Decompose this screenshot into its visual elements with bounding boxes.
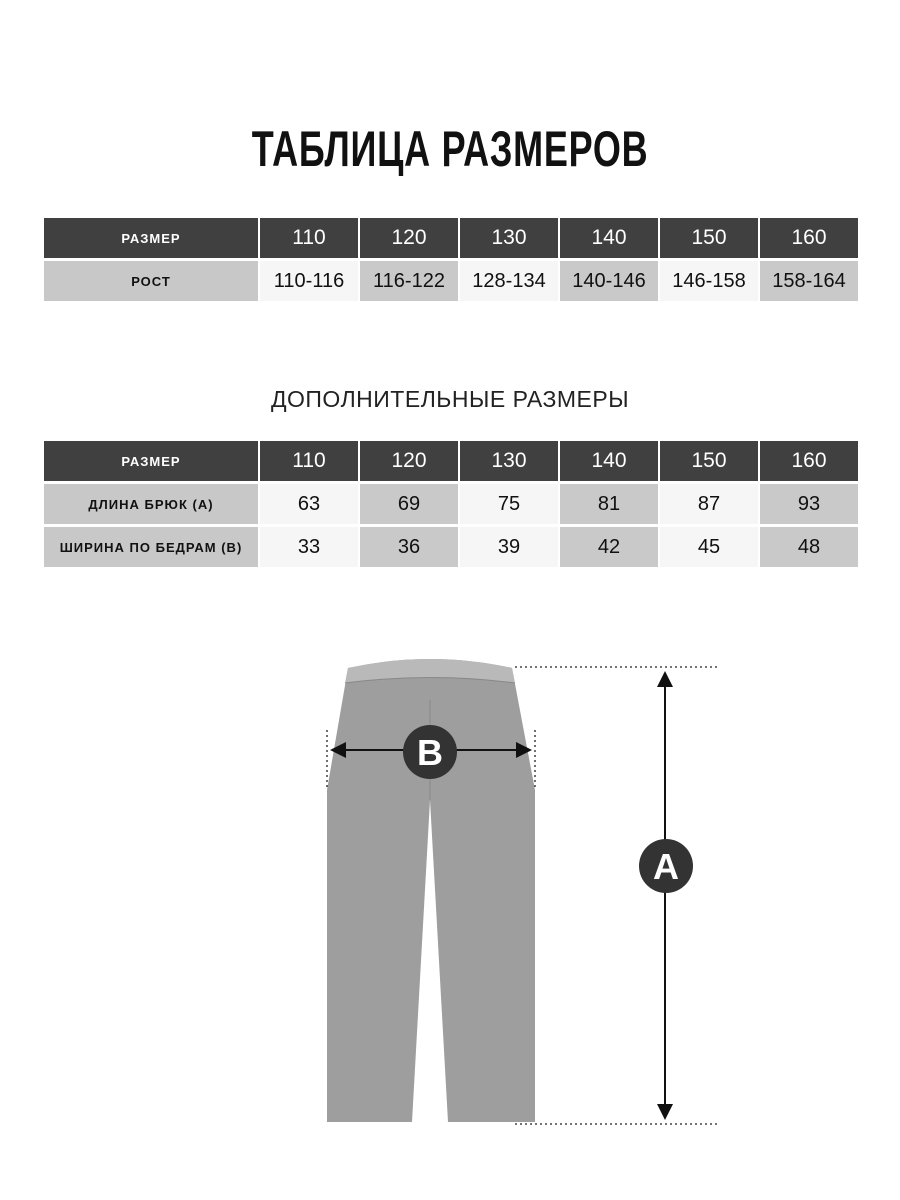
size-cell: 140 [560,218,658,258]
size-cell: 130 [460,441,558,481]
value-cell: 140-146 [560,261,658,301]
value-cell: 158-164 [760,261,858,301]
value-cell: 45 [660,527,758,567]
row-label: ДЛИНА БРЮК (А) [44,484,258,524]
value-cell: 69 [360,484,458,524]
size-cell: 120 [360,441,458,481]
size-cell: 150 [660,441,758,481]
value-cell: 116-122 [360,261,458,301]
value-cell: 81 [560,484,658,524]
section-subtitle: ДОПОЛНИТЕЛЬНЫЕ РАЗМЕРЫ [270,386,630,412]
page-title: ТАБЛИЦА РАЗМЕРОВ [251,121,649,177]
row-label: РОСТ [44,261,258,301]
size-cell: 120 [360,218,458,258]
size-cell: 110 [260,441,358,481]
size-cell: 160 [760,441,858,481]
value-cell: 110-116 [260,261,358,301]
row-label: ШИРИНА ПО БЕДРАМ (В) [44,527,258,567]
header-label: РАЗМЕР [44,441,258,481]
size-cell: 110 [260,218,358,258]
value-cell: 146-158 [660,261,758,301]
value-cell: 48 [760,527,858,567]
size-cell: 140 [560,441,658,481]
value-cell: 39 [460,527,558,567]
value-cell: 75 [460,484,558,524]
value-cell: 42 [560,527,658,567]
marker-a: A [653,846,679,887]
size-cell: 150 [660,218,758,258]
value-cell: 36 [360,527,458,567]
header-label: РАЗМЕР [44,218,258,258]
size-cell: 160 [760,218,858,258]
value-cell: 128-134 [460,261,558,301]
value-cell: 87 [660,484,758,524]
value-cell: 93 [760,484,858,524]
marker-b: B [417,732,443,773]
size-cell: 130 [460,218,558,258]
value-cell: 63 [260,484,358,524]
value-cell: 33 [260,527,358,567]
